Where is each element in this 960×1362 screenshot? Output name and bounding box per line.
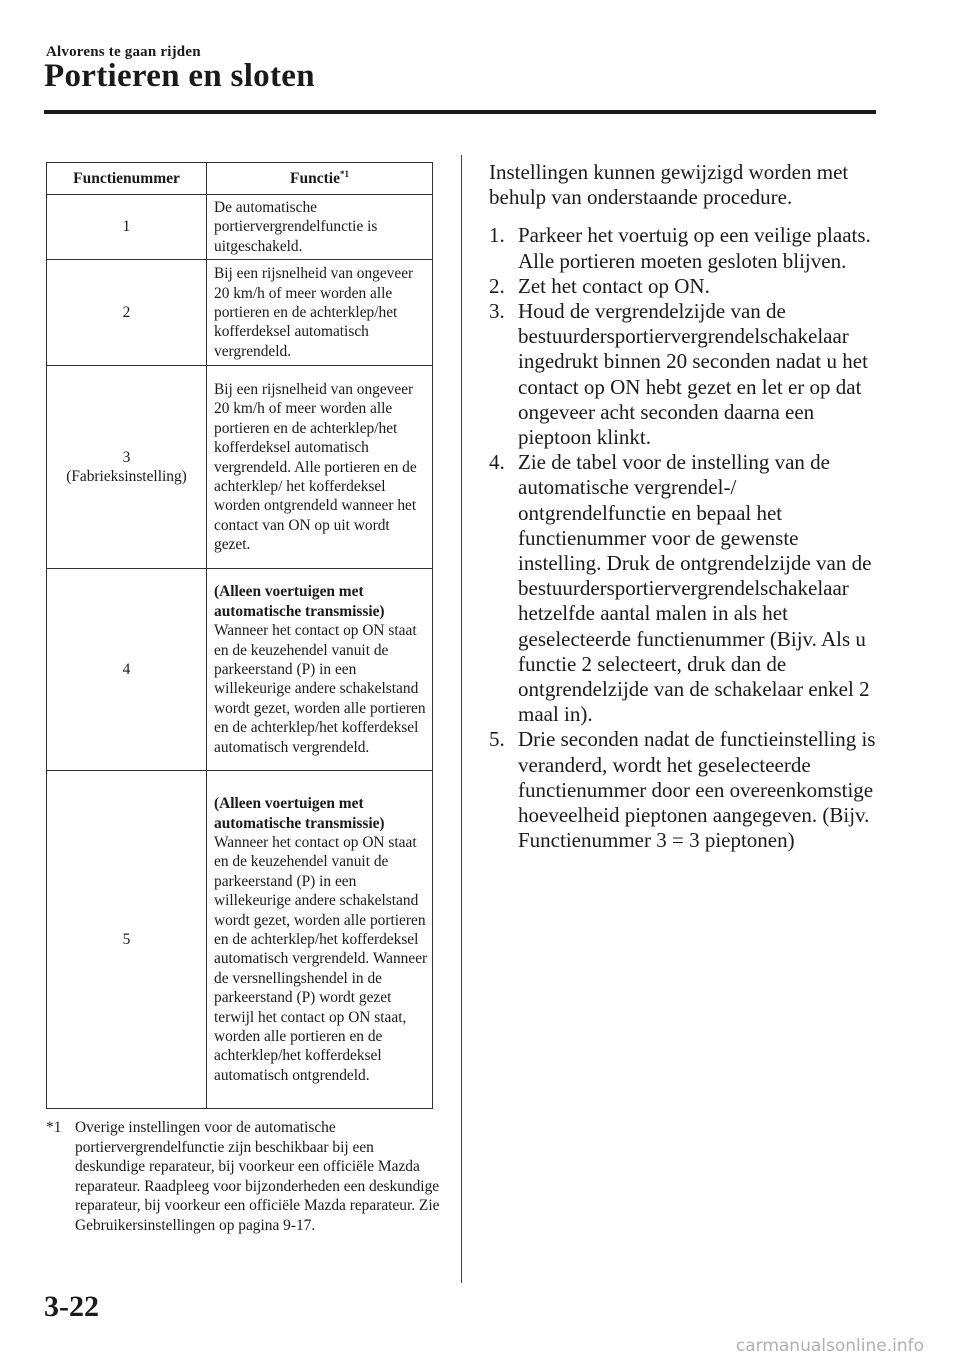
title-rule [44,110,876,114]
page-number: 3-22 [44,1290,99,1323]
procedure-section [489,160,885,853]
column-divider [461,155,462,1283]
function-description: Bij een rijsnelheid van ongeveer 20 km/h of meer worden alle portieren en de achterklep/het kofferdeksel automatisch vergrendeld. [207,260,433,366]
function-number: 1 [47,195,207,260]
section-label: Alvorens te gaan rijden [46,44,201,60]
procedure-step: 4. Zie de tabel voor de instelling van de automatische vergrendel-/ ontgrendelfunctie en bepaal het functienummer voor de gewenste instelling. Druk de ontgrendelzijde van de bestuurdersportiervergrendelschakelaar hetzelfde aantal malen in als het geselecteerde functienummer (Bijv. Als u functie 2 selecteert, druk dan de ontgrendelzijde van de schakelaar enkel 2 maal in). [489,450,872,727]
function-condition: (Alleen voertuigen met automatische transmissie) [214,583,385,620]
function-number: 5 [47,771,207,1109]
function-description: (Alleen voertuigen met automatische transmissie) Wanneer het contact op ON staat en de keuzehendel vanuit de parkeerstand (P) in een willekeurige andere schakelstand wordt gezet, worden alle portieren en de achterklep/het kofferdeksel automatisch vergrendeld. Wanneer de versnellingshendel in de parkeerstand (P) wordt gezet terwijl het contact op ON staat, worden alle portieren en de achterklep/het kofferdeksel automatisch ontgrendeld. [207,771,433,1109]
footnote [46,1118,446,1235]
table-header-row [47,163,433,195]
table-row [47,569,433,771]
table-row [47,771,433,1109]
footnote-marker: *1 [46,1119,62,1136]
function-number-note: (Fabrieksinstelling) [66,468,187,486]
footnote-ref: *1 [339,168,349,179]
procedure-step: 1. Parkeer het voertuig op een veilige plaats. Alle portieren moeten gesloten blijven. [489,223,871,273]
procedure-step: 3. Houd de vergrendelzijde van de bestuurdersportiervergrendelschakelaar ingedrukt binnen 20 seconden nadat u het contact op ON hebt gezet en let er op dat ongeveer acht seconden daarna een pieptoon klinkt. [489,299,868,450]
function-description: (Alleen voertuigen met automatische transmissie) Wanneer het contact op ON staat en de keuzehendel vanuit de parkeerstand (P) in een willekeurige andere schakelstand wordt gezet, worden alle portieren en de achterklep/het kofferdeksel automatisch vergrendeld. [207,569,433,771]
page-title: Portieren en sloten [44,58,315,94]
function-table [46,162,433,1109]
table-row [47,195,433,260]
function-number: 2 [47,260,207,366]
column-header-function: Functie$^{*1}$ [207,163,433,195]
function-number: 3 (Fabrieksinstelling) [47,366,207,569]
function-number: 4 [47,569,207,771]
procedure-steps [489,223,885,853]
procedure-intro: Instellingen kunnen gewijzigd worden met behulp van onderstaande procedure. [489,160,849,210]
table-row [47,366,433,569]
function-description: De automatische portiervergrendelfunctie is uitgeschakeld. [207,195,433,260]
footnote-text: Overige instellingen voor de automatische portiervergrendelfunctie zijn beschikbaar bij een deskundige reparateur, bij voorkeur een officiële Mazda reparateur. Raadpleeg voor bijzonderheden een deskundige reparateur, bij voorkeur een officiële Mazda reparateur. Zie Gebruikersinstellingen op pagina 9-17. [75,1119,440,1234]
column-header-number: Functienummer [47,163,207,195]
watermark: carmanualsonline.info [735,1336,924,1356]
table-row [47,260,433,366]
procedure-step: 5. Drie seconden nadat de functieinstelling is veranderd, wordt het geselecteerde functienummer door een overeenkomstige hoeveelheid pieptonen aangegeven. (Bijv. Functienummer 3 = 3 pieptonen) [489,727,876,853]
function-condition: (Alleen voertuigen met automatische transmissie) [214,795,385,832]
procedure-step: 2. Zet het contact op ON. [489,273,710,298]
function-description: Bij een rijsnelheid van ongeveer 20 km/h of meer worden alle portieren en de achterklep/het kofferdeksel automatisch vergrendeld. Alle portieren en de achterklep/ het kofferdeksel worden ontgrendeld wanneer het contact van ON op uit wordt gezet. [207,366,433,569]
